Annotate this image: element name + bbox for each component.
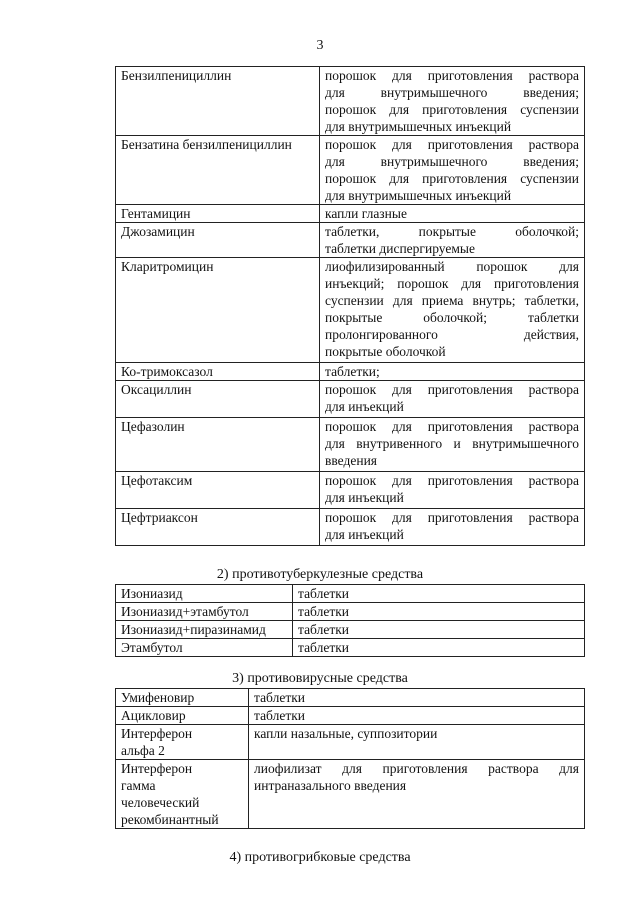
drug-name: Гентамицин (121, 206, 191, 221)
drug-name: Изониазид (121, 586, 183, 601)
table-row (116, 258, 585, 363)
cell-line: Ацикловир (121, 708, 186, 723)
cell-line: таблетки (254, 708, 306, 723)
cell-line: таблетки; (325, 364, 380, 379)
drug-name: Изониазид+этамбутол (121, 604, 249, 619)
dosage-form: таблетки (298, 622, 350, 637)
cell-line: для внутривенного и внутримышечного (325, 436, 579, 451)
cell-line: для инъекций (325, 399, 404, 414)
table-row (116, 725, 585, 760)
table-row (116, 205, 585, 223)
table-row (116, 67, 585, 136)
cell-line: пролонгированного действия, (325, 327, 579, 342)
cell-line: Интерферон (121, 726, 193, 741)
table-row (116, 707, 585, 725)
cell-line: для внутримышечного введения; (325, 154, 579, 169)
table-row (116, 418, 585, 472)
cell-line: лиофилизированный порошок для (325, 259, 579, 274)
drug-name: Бензатина бензилпенициллин (121, 137, 292, 152)
dosage-form: таблетки (298, 586, 350, 601)
table-row (116, 603, 585, 621)
antibacterial-table (115, 66, 585, 546)
cell-line: гамма (121, 778, 156, 793)
drug-name: Ко-тримоксазол (121, 364, 213, 379)
drug-name: Изониазид+пиразинамид (121, 622, 266, 637)
cell-line: Интерферон (121, 761, 193, 776)
cell-line: таблетки диспергируемые (325, 241, 475, 256)
cell-line: для инъекций (325, 527, 404, 542)
cell-line: инъекций; порошок для приготовления (325, 276, 579, 291)
drug-name: Джозамицин (121, 224, 195, 239)
cell-line: интраназального введения (254, 778, 407, 793)
table-row (116, 585, 585, 603)
cell-line: порошок для приготовления раствора (325, 510, 579, 525)
drug-name: Цефотаксим (121, 473, 193, 488)
cell-line: порошок для приготовления суспензии (325, 171, 579, 186)
cell-line: таблетки, покрытые оболочкой; (325, 224, 579, 239)
cell-line: суспензии для приема внутрь; таблетки, (325, 293, 579, 308)
cell-line: покрытые оболочкой (325, 344, 446, 359)
table-row (116, 381, 585, 418)
cell-line: покрытые оболочкой; таблетки (325, 310, 579, 325)
cell-line: для инъекций (325, 490, 404, 505)
table-row (116, 689, 585, 707)
table-row (116, 363, 585, 381)
cell-line: таблетки (254, 690, 306, 705)
dosage-form: таблетки (298, 640, 350, 655)
cell-line: порошок для приготовления раствора (325, 473, 579, 488)
cell-line: капли назальные, суппозитории (254, 726, 438, 741)
table-row (116, 223, 585, 258)
table-row (116, 472, 585, 509)
cell-line: Умифеновир (121, 690, 195, 705)
cell-line: капли глазные (325, 206, 407, 221)
cell-line: альфа 2 (121, 743, 165, 758)
cell-line: введения (325, 453, 378, 468)
cell-line: рекомбинантный (121, 812, 219, 827)
drug-name: Цефтриаксон (121, 510, 198, 525)
cell-line: порошок для приготовления раствора (325, 68, 579, 83)
cell-line: человеческий (121, 795, 200, 810)
drug-name: Бензилпенициллин (121, 68, 232, 83)
cell-line: для внутримышечного введения; (325, 85, 579, 100)
cell-line: лиофилизат для приготовления раствора для (254, 761, 579, 776)
table-row (116, 621, 585, 639)
table-row (116, 136, 585, 205)
table-row (116, 639, 585, 657)
table-row (116, 760, 585, 829)
antiviral-heading: 3) противовирусные средства (232, 671, 408, 686)
antiviral-table (115, 688, 585, 829)
drug-name: Этамбутол (121, 640, 183, 655)
drug-name: Цефазолин (121, 419, 185, 434)
cell-line: для внутримышечных инъекций (325, 188, 512, 203)
cell-line: порошок для приготовления раствора (325, 137, 579, 152)
cell-line: порошок для приготовления раствора (325, 382, 579, 397)
drug-name: Кларитромицин (121, 259, 214, 274)
drug-name: Оксациллин (121, 382, 192, 397)
page-number: 3 (316, 38, 324, 53)
table-row (116, 509, 585, 546)
cell-line: порошок для приготовления суспензии (325, 102, 579, 117)
antifungal-heading: 4) противогрибковые средства (229, 850, 411, 865)
tuberculosis-table (115, 584, 585, 657)
cell-line: для внутримышечных инъекций (325, 119, 512, 134)
tuberculosis-heading: 2) противотуберкулезные средства (216, 567, 424, 582)
cell-line: порошок для приготовления раствора (325, 419, 579, 434)
dosage-form: таблетки (298, 604, 350, 619)
